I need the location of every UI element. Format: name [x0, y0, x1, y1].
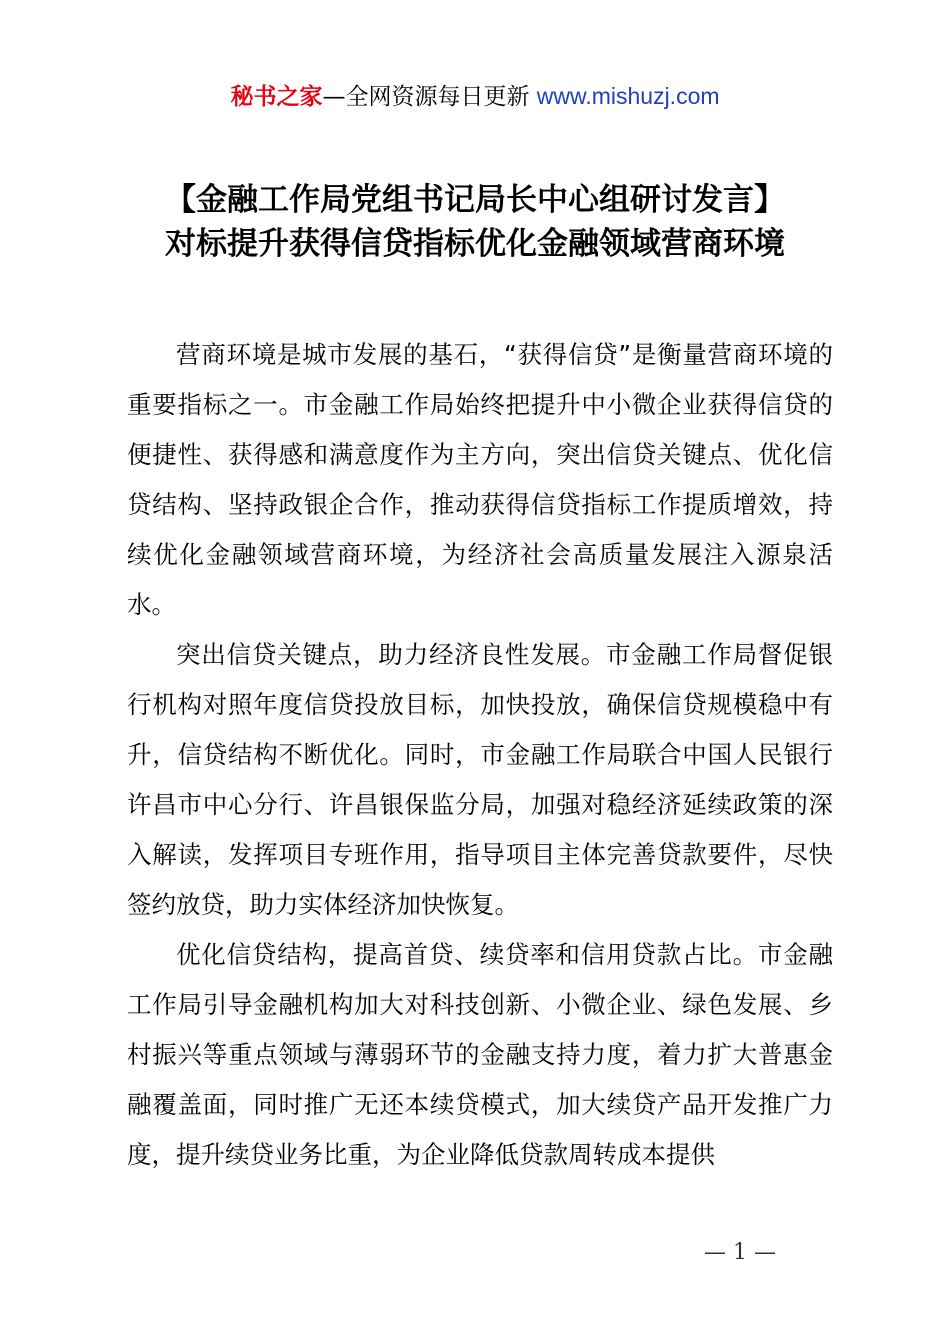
site-url-link[interactable]: www.mishuzj.com: [536, 83, 720, 109]
site-header: [0, 80, 950, 113]
site-brand: 秘书之家: [230, 84, 323, 110]
title-line-1: 【金融工作局党组书记局长中心组研讨发言】: [165, 182, 785, 218]
title-line-2: 对标提升获得信贷指标优化金融领域营商环境: [165, 226, 785, 262]
document-title: [60, 178, 890, 266]
paragraph-3: 优化信贷结构，提高首贷、续贷率和信用贷款占比。市金融工作局引导金融机构加大对科技创新、小微企业、绿色发展、乡村振兴等重点领域与薄弱环节的金融支持力度，着力扩大普惠金融覆盖面，同时推广无还本续贷模式，加大续贷产品开发推广力度，提升续贷业务比重，为企业降低贷款周转成本提供: [127, 940, 833, 1169]
site-tagline: —全网资源每日更新: [322, 84, 530, 110]
paragraph-1: 营商环境是城市发展的基石，“获得信贷”是衡量营商环境的重要指标之一。市金融工作局始终把提升中小微企业获得信贷的便捷性、获得感和满意度作为主方向，突出信贷关键点、优化信贷结构、坚持政银企合作，推动获得信贷指标工作提质增效，持续优化金融领域营商环境，为经济社会高质量发展注入源泉活水。: [127, 340, 833, 619]
paragraph-2: 突出信贷关键点，助力经济良性发展。市金融工作局督促银行机构对照年度信贷投放目标，加快投放，确保信贷规模稳中有升，信贷结构不断优化。同时，市金融工作局联合中国人民银行许昌市中心分行、许昌银保监分局，加强对稳经济延续政策的深入解读，发挥项目专班作用，指导项目主体完善贷款要件，尽快签约放贷，助力实体经济加快恢复。: [127, 640, 833, 919]
document-body: [127, 330, 833, 1180]
page-number: — 1 —: [704, 1240, 776, 1265]
